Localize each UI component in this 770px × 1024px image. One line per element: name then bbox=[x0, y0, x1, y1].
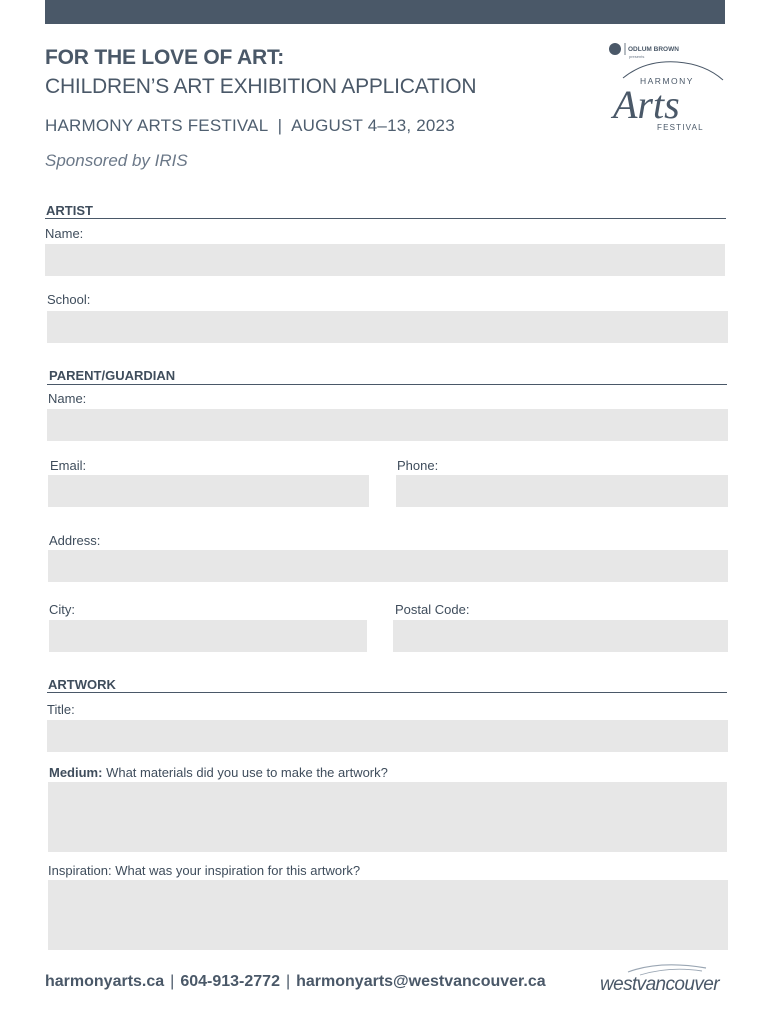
logo-sponsor-name: ODLUM BROWN bbox=[628, 46, 679, 53]
address-field[interactable] bbox=[48, 550, 728, 582]
section-divider bbox=[47, 384, 727, 385]
west-vancouver-wordmark: westvancouver bbox=[600, 974, 719, 995]
artwork-title-label: Title: bbox=[47, 702, 75, 717]
logo-arts: Arts bbox=[613, 82, 680, 127]
page-title: FOR THE LOVE OF ART: bbox=[45, 46, 285, 69]
top-banner-bar bbox=[45, 0, 725, 24]
phone-label: Phone: bbox=[397, 458, 439, 473]
city-label: City: bbox=[49, 602, 75, 617]
artist-name-label: Name: bbox=[45, 226, 84, 241]
sponsor-line: Sponsored by IRIS bbox=[45, 151, 188, 170]
artist-name-field[interactable] bbox=[45, 244, 725, 276]
guardian-name-field[interactable] bbox=[47, 409, 728, 441]
address-label: Address: bbox=[49, 533, 101, 548]
phone-number: 604-913-2772 bbox=[180, 973, 280, 990]
west-vancouver-logo bbox=[600, 962, 732, 1002]
inspiration-textarea[interactable] bbox=[48, 880, 728, 950]
inspiration-label: Inspiration: What was your inspiration for this artwork? bbox=[48, 863, 361, 878]
website-link[interactable]: harmonyarts.ca bbox=[45, 973, 165, 990]
section-heading-artwork: ARTWORK bbox=[48, 677, 116, 692]
artwork-title-field[interactable] bbox=[47, 720, 728, 752]
postal-code-field[interactable] bbox=[393, 620, 728, 652]
contact-footer bbox=[45, 973, 546, 991]
medium-label-bold: Medium: bbox=[49, 765, 103, 780]
footer-separator: | bbox=[170, 973, 175, 990]
email-field[interactable] bbox=[48, 475, 369, 507]
guardian-name-label: Name: bbox=[48, 391, 87, 406]
medium-textarea[interactable] bbox=[48, 782, 727, 852]
festival-dates: HARMONY ARTS FESTIVAL | AUGUST 4–13, 2023 bbox=[45, 116, 455, 135]
logo-presents: presents bbox=[629, 54, 645, 59]
school-label: School: bbox=[47, 292, 91, 307]
school-field[interactable] bbox=[47, 311, 728, 343]
email-link[interactable]: harmonyarts@westvancouver.ca bbox=[296, 973, 546, 990]
footer-separator: | bbox=[285, 973, 291, 990]
postal-code-label: Postal Code: bbox=[395, 602, 470, 617]
medium-prompt: What materials did you use to make the artwork? bbox=[106, 765, 388, 780]
city-field[interactable] bbox=[49, 620, 367, 652]
page-subtitle: CHILDREN’S ART EXHIBITION APPLICATION bbox=[45, 75, 477, 98]
email-label: Email: bbox=[50, 458, 87, 473]
logo-festival: FESTIVAL bbox=[657, 123, 704, 132]
medium-label bbox=[49, 765, 388, 780]
phone-field[interactable] bbox=[396, 475, 728, 507]
section-divider bbox=[47, 692, 727, 693]
section-divider bbox=[45, 218, 726, 219]
odlum-brown-emblem bbox=[609, 43, 621, 55]
logo-harmony: HARMONY bbox=[640, 76, 694, 86]
section-heading-guardian: PARENT/GUARDIAN bbox=[49, 368, 176, 383]
harmony-arts-festival-logo bbox=[605, 40, 730, 135]
section-heading-artist: ARTIST bbox=[46, 203, 93, 218]
